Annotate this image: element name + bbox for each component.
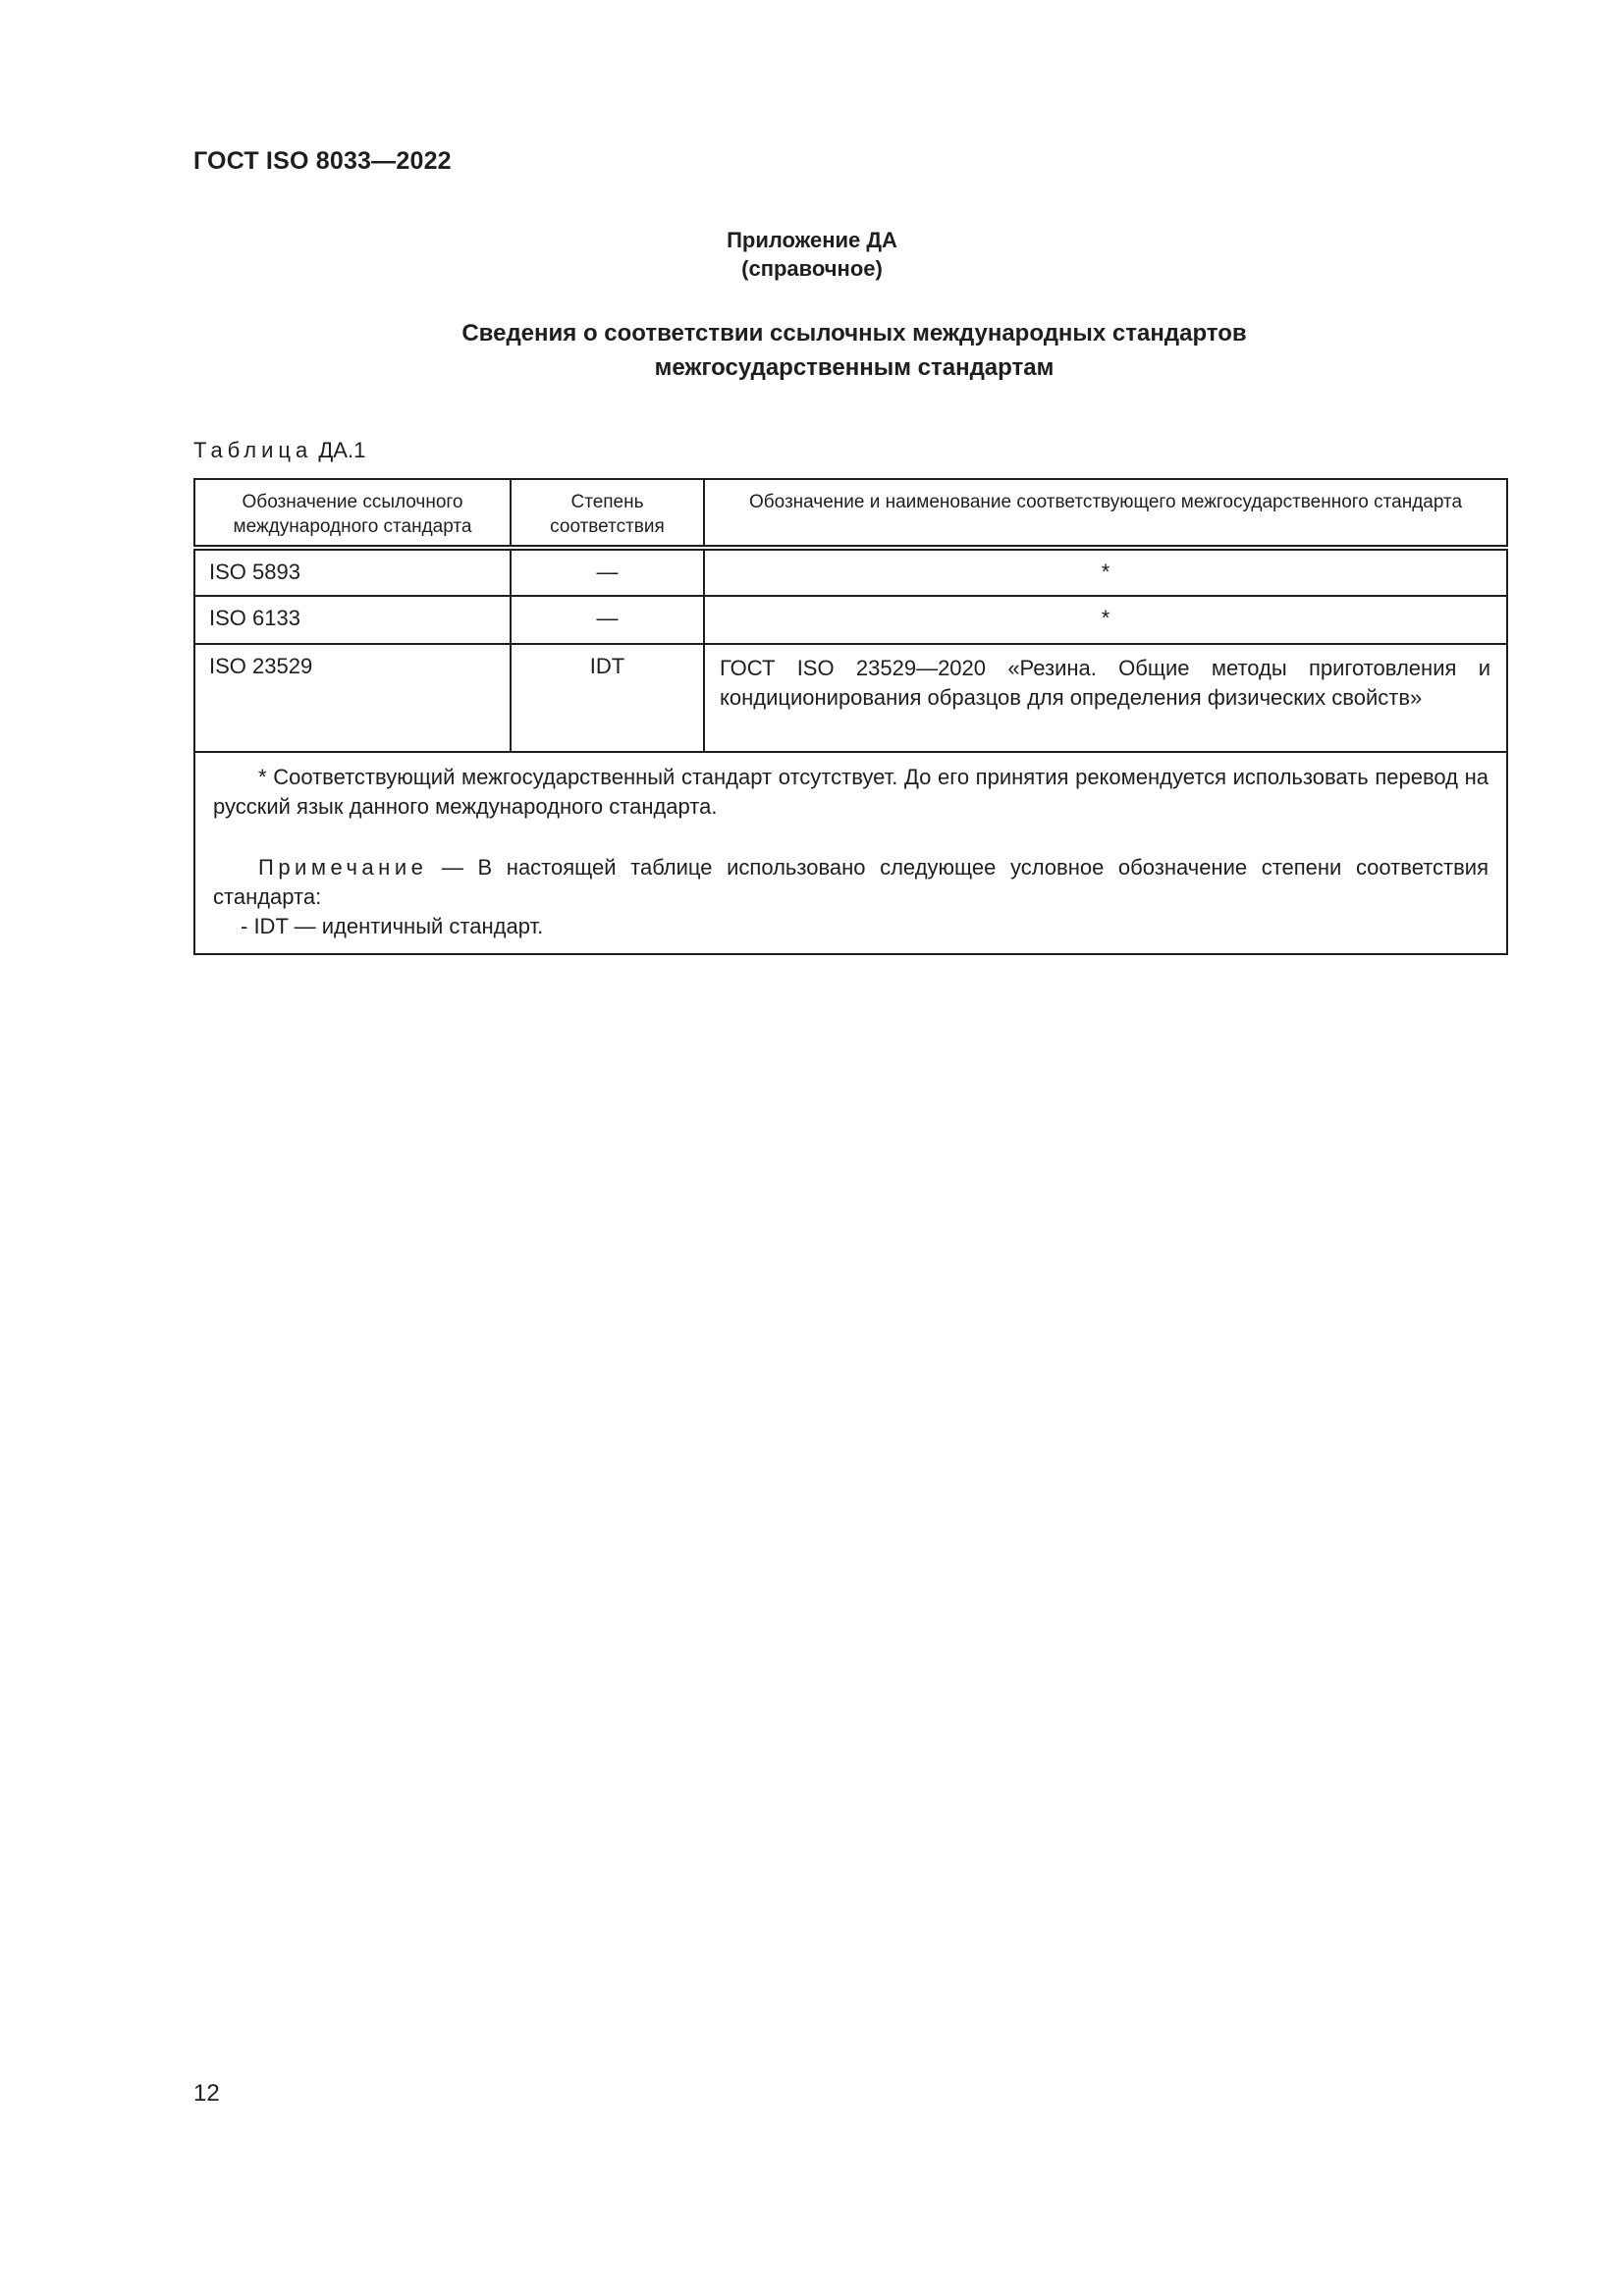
- cell-degree: —: [511, 548, 704, 596]
- appendix-label: Приложение ДА: [727, 228, 897, 252]
- note-label: Примечание: [258, 855, 428, 880]
- table-caption-prefix: Таблица: [193, 438, 313, 462]
- note-item: - IDT — идентичный стандарт.: [241, 914, 544, 938]
- table-footnotes: [194, 752, 1507, 954]
- table-row: [194, 596, 1507, 644]
- appendix-type: (справочное): [741, 256, 883, 281]
- header-degree: Степень соответствия: [511, 479, 704, 548]
- document-code: ГОСТ ISO 8033—2022: [193, 147, 452, 175]
- appendix-heading: [0, 226, 1624, 283]
- table-caption-number: ДА.1: [318, 438, 366, 462]
- table-footnote-row: [194, 752, 1507, 954]
- section-title: [0, 316, 1624, 385]
- cell-ref: ISO 5893: [194, 548, 511, 596]
- cell-ref: ISO 6133: [194, 596, 511, 644]
- cell-interstate: *: [704, 596, 1507, 644]
- cell-degree: —: [511, 596, 704, 644]
- section-title-line2: межгосударственным стандартам: [654, 354, 1055, 381]
- section-title-line1: Сведения о соответствии ссылочных международных стандартов: [461, 320, 1247, 347]
- header-ref-standard: Обозначение ссылочного международного стандарта: [194, 479, 511, 548]
- table-row: [194, 644, 1507, 752]
- table-row: [194, 548, 1507, 596]
- footnote-asterisk: * Соответствующий межгосударственный стандарт отсутствует. До его принятия рекомендуется использовать перевод на русский язык данного международного стандарта.: [213, 765, 1489, 819]
- cell-ref: ISO 23529: [194, 644, 511, 752]
- table-note: [213, 853, 1489, 912]
- header-interstate-standard: Обозначение и наименование соответствующего межгосударственного стандарта: [704, 479, 1507, 548]
- table-caption: [193, 438, 365, 463]
- cell-interstate: ГОСТ ISO 23529—2020 «Резина. Общие методы приготовления и кондиционирования образцов для определения физических свойств»: [704, 644, 1507, 752]
- note-text: — В настоящей таблице использовано следующее условное обозначение степени соответствия стандарта:: [213, 855, 1489, 909]
- table-header-row: [194, 479, 1507, 548]
- cell-interstate: *: [704, 548, 1507, 596]
- cell-degree: IDT: [511, 644, 704, 752]
- correspondence-table: [193, 478, 1508, 955]
- page-number: 12: [193, 2080, 220, 2107]
